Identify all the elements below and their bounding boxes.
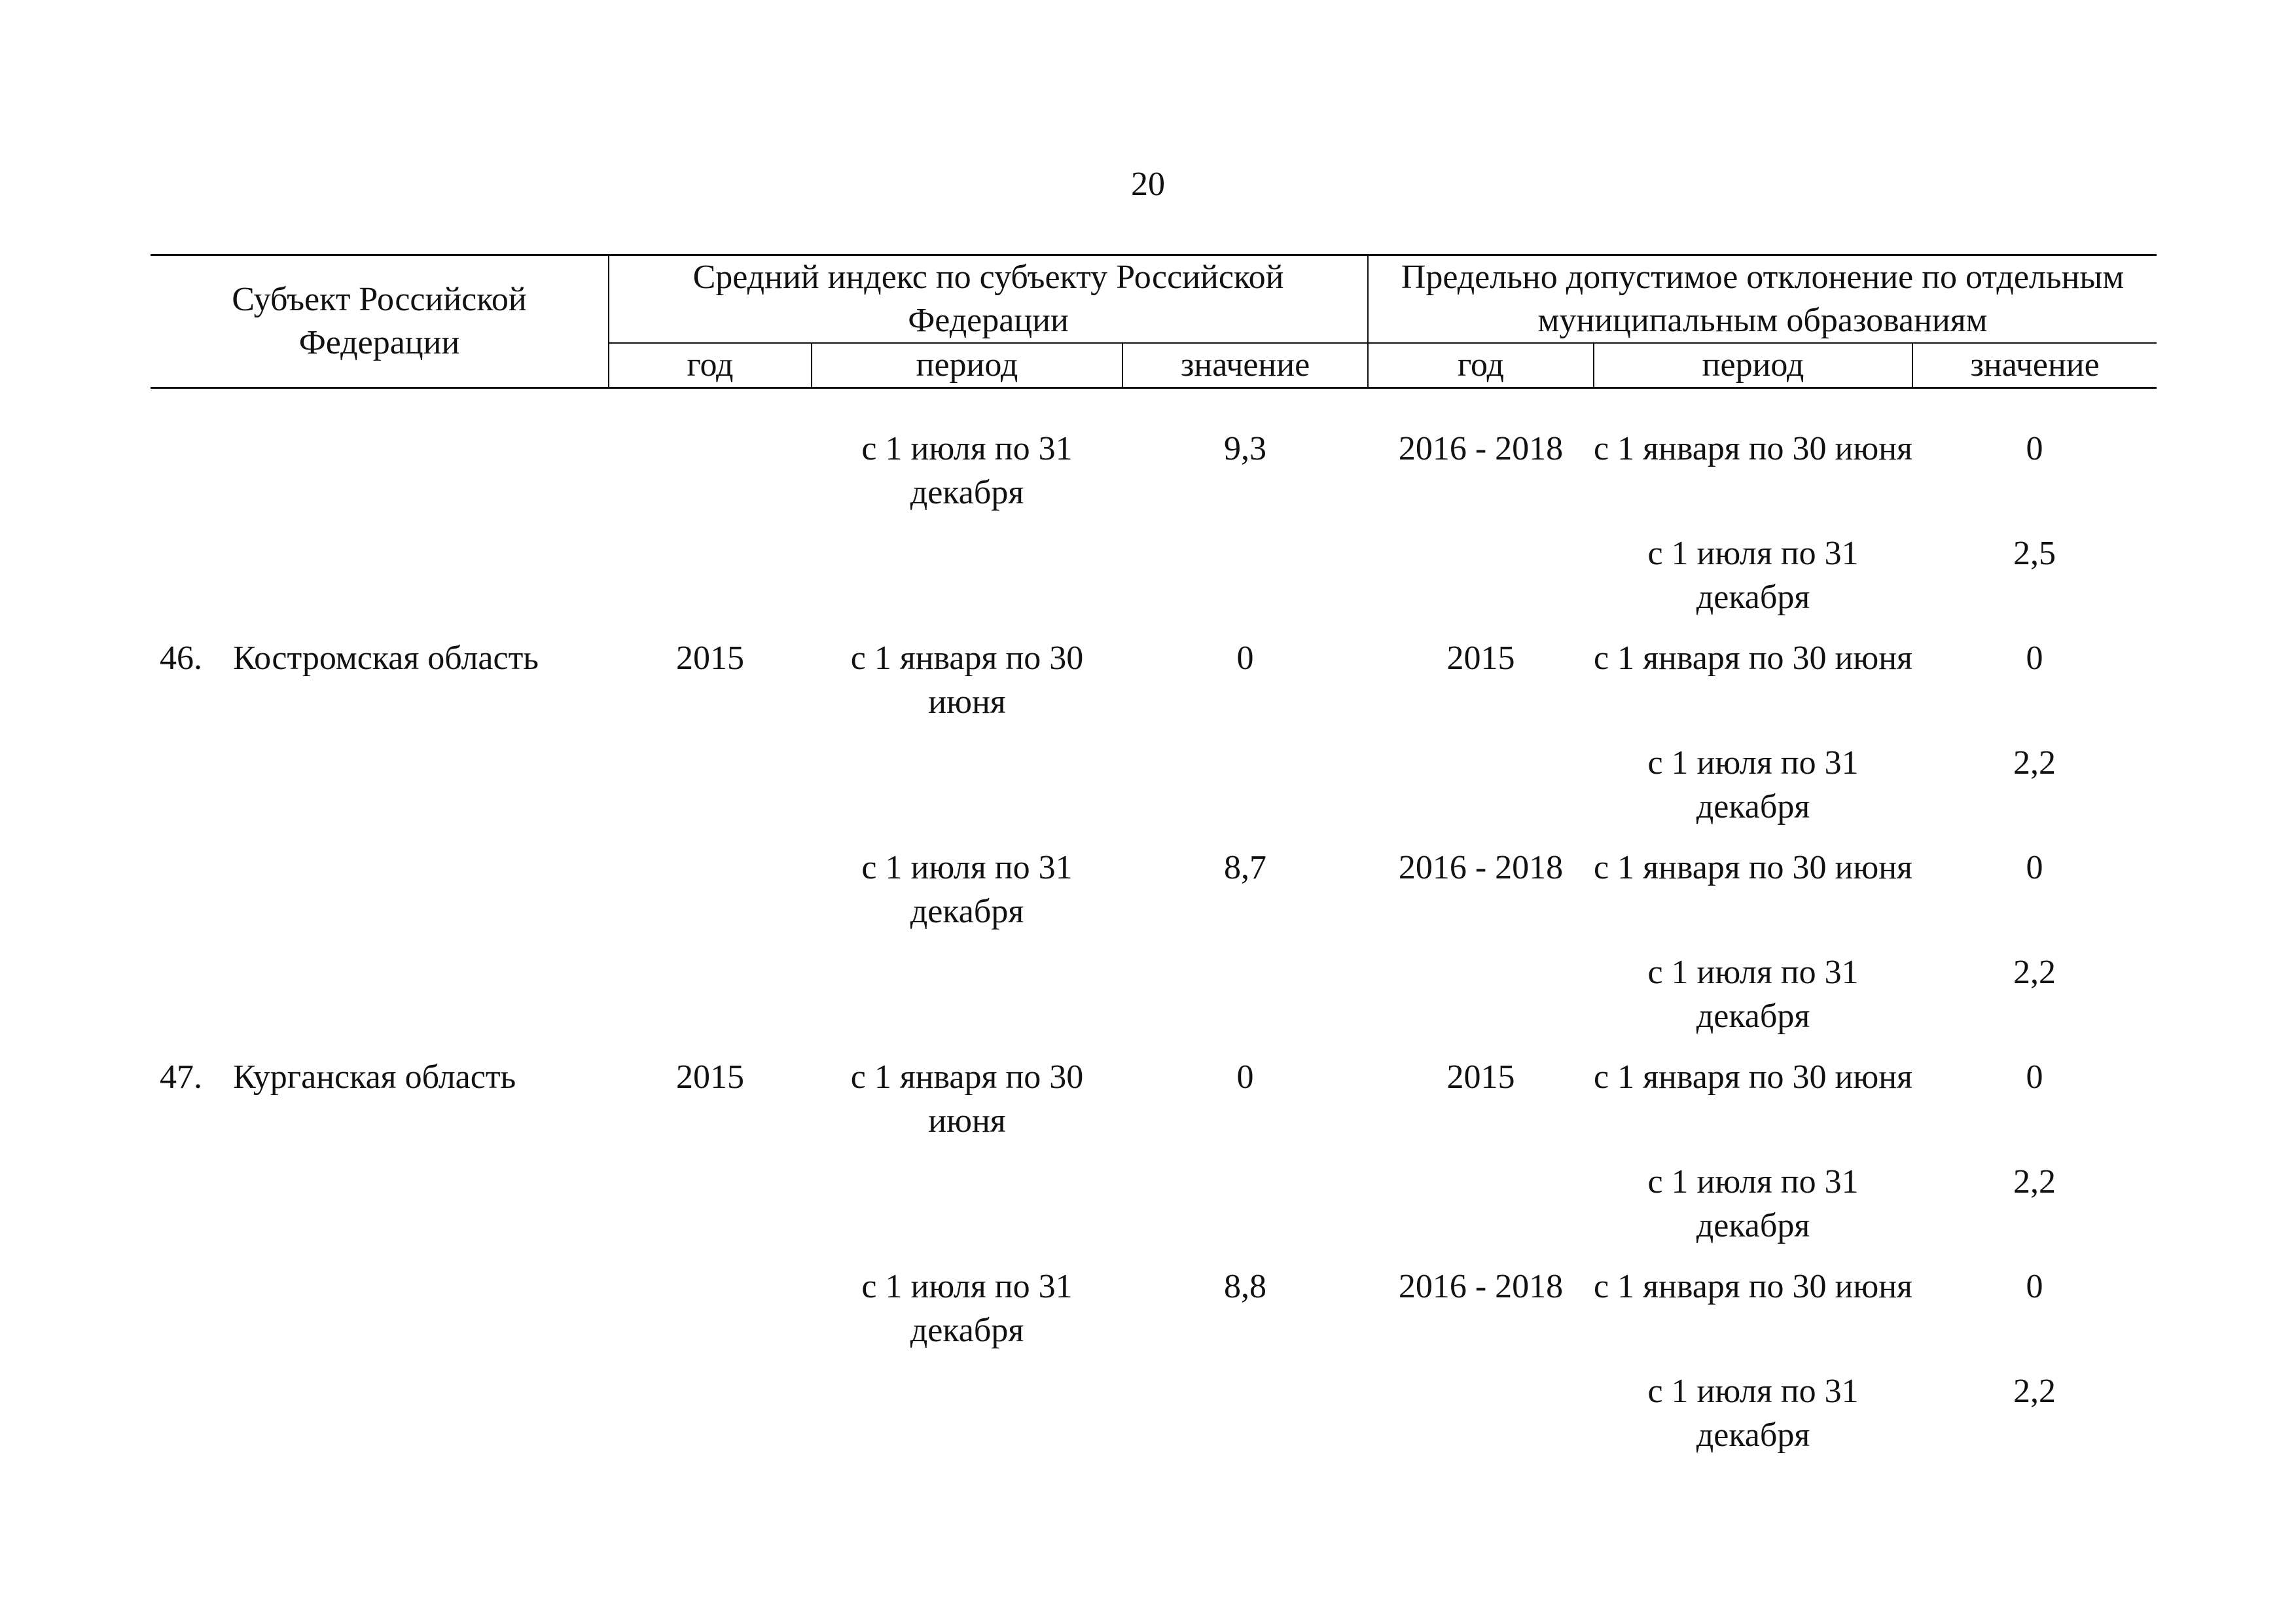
deviation-year-cell: 2016 - 2018	[1398, 430, 1564, 467]
subject-cell	[151, 1160, 609, 1265]
deviation-value-cell: 0	[2026, 640, 2043, 677]
deviation-year-cell	[1368, 532, 1594, 636]
deviation-year-cell: 2015	[1446, 1058, 1515, 1096]
period-cell: с 1 июля по 31 декабря	[861, 849, 1073, 930]
year-cell	[609, 741, 812, 846]
period-cell: с 1 января по 30 июня	[850, 640, 1084, 721]
header-year: год	[609, 343, 812, 388]
value-cell: 9,3	[1224, 430, 1266, 467]
deviation-value-cell: 2,2	[2013, 1163, 2056, 1200]
period-cell: с 1 июля по 31 декабря	[861, 430, 1073, 511]
subject-cell	[151, 1369, 609, 1474]
header-value: значение	[1122, 343, 1368, 388]
deviation-value-cell: 2,5	[2013, 535, 2056, 572]
deviation-value-cell: 2,2	[2013, 954, 2056, 991]
table-row	[151, 1160, 2157, 1265]
value-cell: 0	[1236, 640, 1254, 677]
table-row	[151, 427, 2157, 532]
period-cell	[812, 1160, 1122, 1265]
deviation-period-cell: с 1 июля по 31 декабря	[1647, 954, 1859, 1035]
subject-cell	[151, 532, 609, 636]
period-cell	[812, 741, 1122, 846]
table-row	[151, 1369, 2157, 1474]
document-sheet	[151, 254, 2157, 1474]
table-row	[151, 741, 2157, 846]
deviation-period-cell: с 1 января по 30 июня	[1594, 849, 1912, 886]
value-cell	[1122, 532, 1368, 636]
deviation-year-cell: 2016 - 2018	[1398, 1268, 1564, 1305]
deviation-period-cell: с 1 января по 30 июня	[1594, 1268, 1912, 1305]
deviation-year-cell: 2015	[1446, 640, 1515, 677]
header-deviation-year: год	[1368, 343, 1594, 388]
subject-name: Костромская область	[233, 640, 539, 677]
table-header	[151, 255, 2157, 388]
deviation-value-cell: 0	[2026, 1058, 2043, 1096]
subject-cell	[151, 846, 609, 950]
subject-cell	[151, 1265, 609, 1369]
row-number: 46.	[160, 640, 202, 677]
header-average-index: Средний индекс по субъекту Российской Федерации	[609, 255, 1368, 344]
deviation-period-cell: с 1 июля по 31 декабря	[1647, 744, 1859, 825]
value-cell	[1122, 741, 1368, 846]
value-cell: 8,7	[1224, 849, 1266, 886]
header-deviation-period: период	[1594, 343, 1912, 388]
year-cell	[609, 532, 812, 636]
deviation-value-cell: 0	[2026, 1268, 2043, 1305]
deviation-year-cell	[1368, 741, 1594, 846]
table-row	[151, 1055, 2157, 1160]
subject-cell	[151, 636, 609, 741]
subject-name: Курганская область	[233, 1058, 516, 1096]
subject-cell	[151, 950, 609, 1055]
value-cell	[1122, 950, 1368, 1055]
header-deviation-value: значение	[1912, 343, 2157, 388]
value-cell	[1122, 1160, 1368, 1265]
table-row	[151, 1265, 2157, 1369]
subject-cell	[151, 741, 609, 846]
period-cell	[812, 950, 1122, 1055]
deviation-value-cell: 0	[2026, 849, 2043, 886]
table-body	[151, 388, 2157, 1475]
header-subject: Субъект Российской Федерации	[151, 255, 609, 388]
year-cell	[609, 1160, 812, 1265]
year-cell	[609, 1265, 812, 1369]
deviation-year-cell	[1368, 1369, 1594, 1474]
table-row	[151, 950, 2157, 1055]
deviation-value-cell: 2,2	[2013, 1373, 2056, 1410]
deviation-period-cell: с 1 июля по 31 декабря	[1647, 1163, 1859, 1244]
tariff-index-table	[151, 254, 2157, 1474]
deviation-year-cell	[1368, 950, 1594, 1055]
deviation-value-cell: 0	[2026, 430, 2043, 467]
table-row	[151, 636, 2157, 741]
subject-cell	[151, 1055, 609, 1160]
deviation-period-cell: с 1 июля по 31 декабря	[1647, 1373, 1859, 1454]
year-cell	[609, 427, 812, 532]
year-cell	[609, 846, 812, 950]
period-cell: с 1 января по 30 июня	[850, 1058, 1084, 1140]
page-number: 20	[1131, 166, 1165, 203]
year-cell: 2015	[676, 1058, 744, 1096]
deviation-period-cell: с 1 июля по 31 декабря	[1647, 535, 1859, 616]
deviation-period-cell: с 1 января по 30 июня	[1594, 1058, 1912, 1096]
period-cell	[812, 532, 1122, 636]
value-cell: 8,8	[1224, 1268, 1266, 1305]
table-row	[151, 532, 2157, 636]
period-cell: с 1 июля по 31 декабря	[861, 1268, 1073, 1349]
row-number: 47.	[160, 1058, 202, 1096]
header-max-deviation: Предельно допустимое отклонение по отдельным муниципальным образованиям	[1368, 255, 2157, 344]
value-cell: 0	[1236, 1058, 1254, 1096]
deviation-period-cell: с 1 января по 30 июня	[1594, 430, 1912, 467]
deviation-period-cell: с 1 января по 30 июня	[1594, 640, 1912, 677]
value-cell	[1122, 1369, 1368, 1474]
year-cell	[609, 950, 812, 1055]
year-cell: 2015	[676, 640, 744, 677]
table-row	[151, 846, 2157, 950]
table-spacer	[151, 388, 2157, 427]
deviation-value-cell: 2,2	[2013, 744, 2056, 782]
header-period: период	[812, 343, 1122, 388]
year-cell	[609, 1369, 812, 1474]
period-cell	[812, 1369, 1122, 1474]
subject-cell	[151, 427, 609, 532]
deviation-year-cell	[1368, 1160, 1594, 1265]
deviation-year-cell: 2016 - 2018	[1398, 849, 1564, 886]
